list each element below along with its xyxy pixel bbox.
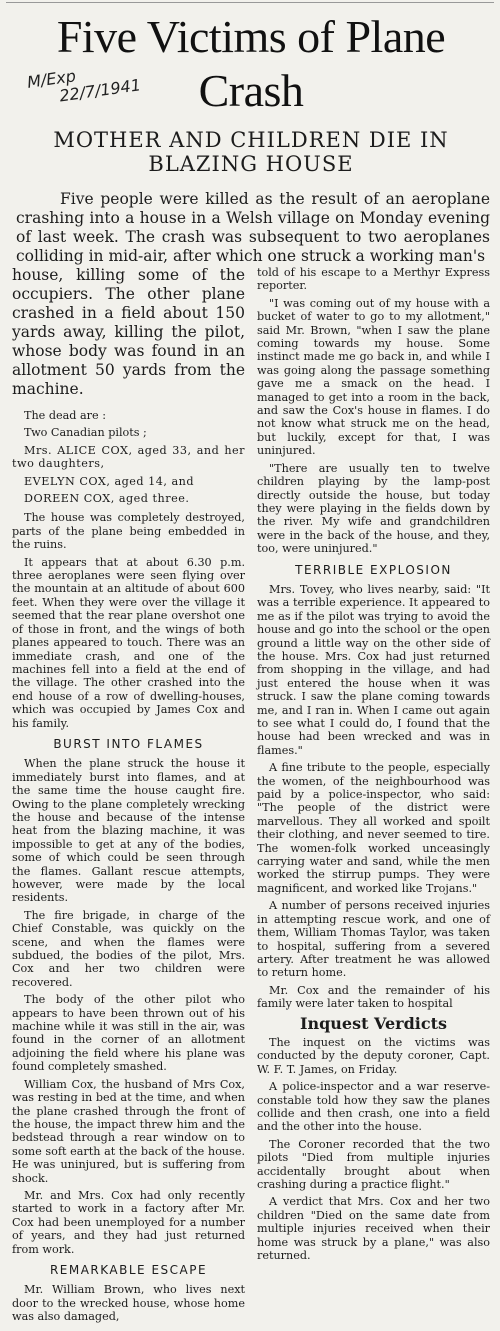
right-paragraph: The Coroner recorded that the two pilots "Died from multiple injuries accidentally brought about when crashing during a practice flight." (257, 1137, 490, 1191)
left-paragraph: The body of the other pilot who appears to have been thrown out of his machine while it was still in the air, was found in the corner of an allotment adjoining the field where his plane was found completely smashed. (12, 993, 245, 1074)
left-paragraph: It appears that at about 6.30 p.m. three aeroplanes were seen flying over the mountain at an altitude of about 600 feet. When they were over the village it seemed that the rear plane overshot one of those in front, and the wings of both planes appeared to touch. There was an immediate crash, and one of the machines fell into a field at the end of the village. The other crashed into the end house of a row of dwelling-houses, which was occupied by James Cox and his family. (12, 555, 245, 730)
right-paragraph: "There are usually ten to twelve children playing by the lamp-post directly outside the house, but today they were playing in the fields down by the river. My wife and grandchildren were in the back of the house, and they, too, were uninjured." (257, 461, 490, 556)
left-paragraph: When the plane struck the house it immediately burst into flames, and at the same time the house caught fire. Owing to the plane completely wrecking the house and because of the intense heat from the blazing machine, it was impossible to get at any of the bodies, some of which could be seen through the flames. Gallant rescue attempts, however, were made by the local residents. (12, 757, 245, 905)
annotation-date: 22/7/1941 (58, 75, 143, 106)
dead-line-alice: Mrs. ALICE COX, aged 33, and her two daughters, (12, 443, 245, 471)
left-column (12, 266, 245, 1328)
dead-line-doreen: DOREEN COX, aged three. (24, 492, 190, 506)
right-paragraph: told of his escape to a Merthyr Express reporter. (257, 266, 490, 293)
lede-continued: house, killing some of the occupiers. The other plane crashed in a field about 150 yards away, killing the pilot, whose body was found in an allotment 50 yards from the machine. (12, 266, 245, 398)
dead-intro: The dead are : (24, 409, 106, 422)
crosshead-inquest-verdicts: Inquest Verdicts (299, 1013, 448, 1033)
headline-line2: Crash (198, 65, 304, 116)
left-paragraph: Mr. William Brown, who lives next door to the wrecked house, whose home was also damaged, (12, 1283, 245, 1324)
crosshead-terrible-explosion: TERRIBLE EXPLOSION (295, 562, 452, 577)
right-column (257, 266, 490, 1328)
right-paragraph: A fine tribute to the people, especially the women, of the neighbourhood was paid by a police-inspector, who said: "The people of the district were marvellous. They all worked and spoilt their clothing, and never seemed to tire. The women-folk worked unceasingly carrying water and sand, while the men worked the stirrup pumps. They were magnificent, and worked like Trojans." (257, 761, 490, 895)
lede-paragraph: Five people were killed as the result of an aeroplane crashing into a house in a Welsh village on Monday evening of last week. The crash was subsequent to two aeroplanes colliding in mid-air, after which one struck a working man's (16, 190, 490, 265)
dead-line-evelyn: EVELYN COX, aged 14, and (24, 474, 195, 488)
subhead-line1: MOTHER AND CHILDREN DIE IN (53, 128, 449, 152)
left-paragraph: William Cox, the husband of Mrs Cox, was resting in bed at the time, and when the plane crashed through the front of the house, the impact threw him and the bedstead through a rear window on to some soft earth at the back of the house. He was uninjured, but is suffering from shock. (12, 1077, 245, 1185)
left-paragraph: Mr. and Mrs. Cox had only recently started to work in a factory after Mr. Cox had been unemployed for a number of years, and they had just returned from work. (12, 1188, 245, 1256)
right-paragraph: Mrs. Tovey, who lives nearby, said: "It was a terrible experience. It appeared to me as if the pilot was trying to avoid the house and go into the school or the open ground a little way on the other side of the house. Mrs. Cox had just returned from shopping in the village, and had just entered the house when it was struck. I saw the plane coming towards me, and I ran in. When I came out again to see what I could do, I found that the house had been wrecked and was in flames." (257, 582, 490, 757)
right-paragraph: A verdict that Mrs. Cox and her two children "Died on the same date from multiple injuries received when their home was struck by a plane," was also returned. (257, 1195, 490, 1263)
dead-line-pilots: Two Canadian pilots ; (24, 426, 147, 440)
annotation-source: M/Exp (25, 66, 78, 92)
right-paragraph: A number of persons received injuries in attempting rescue work, and one of them, William Thomas Taylor, was taken to hospital, suffering from a severed artery. After treatment he was allowed to return home. (257, 899, 490, 980)
body-columns (12, 266, 490, 1328)
left-paragraph: The fire brigade, in charge of the Chief Constable, was quickly on the scene, and when the flames were subdued, the bodies of the pilot, Mrs. Cox and her two children were recovered. (12, 908, 245, 989)
right-paragraph: Mr. Cox and the remainder of his family were later taken to hospital (257, 983, 490, 1011)
headline-line1: Five Victims of Plane (56, 11, 446, 62)
right-paragraph: A police-inspector and a war reserve-constable told how they saw the planes collide and then crash, one into a field and the other into the house. (257, 1080, 490, 1134)
right-paragraph: "I was coming out of my house with a bucket of water to go to my allotment," said Mr. Brown, "when I saw the plane coming towards my house. Some instinct made me go back in, and while I was going along the passage something gave me a smack on the head. I managed to get into a room in the back, and saw the Cox's house in flames. I do not know what struck me on the head, but luckily, except for that, I was uninjured. (257, 296, 490, 458)
crosshead-remarkable-escape: REMARKABLE ESCAPE (49, 1262, 208, 1277)
crosshead-burst-into-flames: BURST INTO FLAMES (53, 736, 204, 751)
right-paragraph: The inquest on the victims was conducted by the deputy coroner, Capt. W. F. T. James, on Friday. (257, 1035, 490, 1076)
subhead-line2: BLAZING HOUSE (148, 152, 354, 176)
subheadline (12, 128, 490, 176)
top-rule (6, 2, 494, 3)
left-paragraph: The house was completely destroyed, parts of the plane being embedded in the ruins. (12, 511, 245, 552)
